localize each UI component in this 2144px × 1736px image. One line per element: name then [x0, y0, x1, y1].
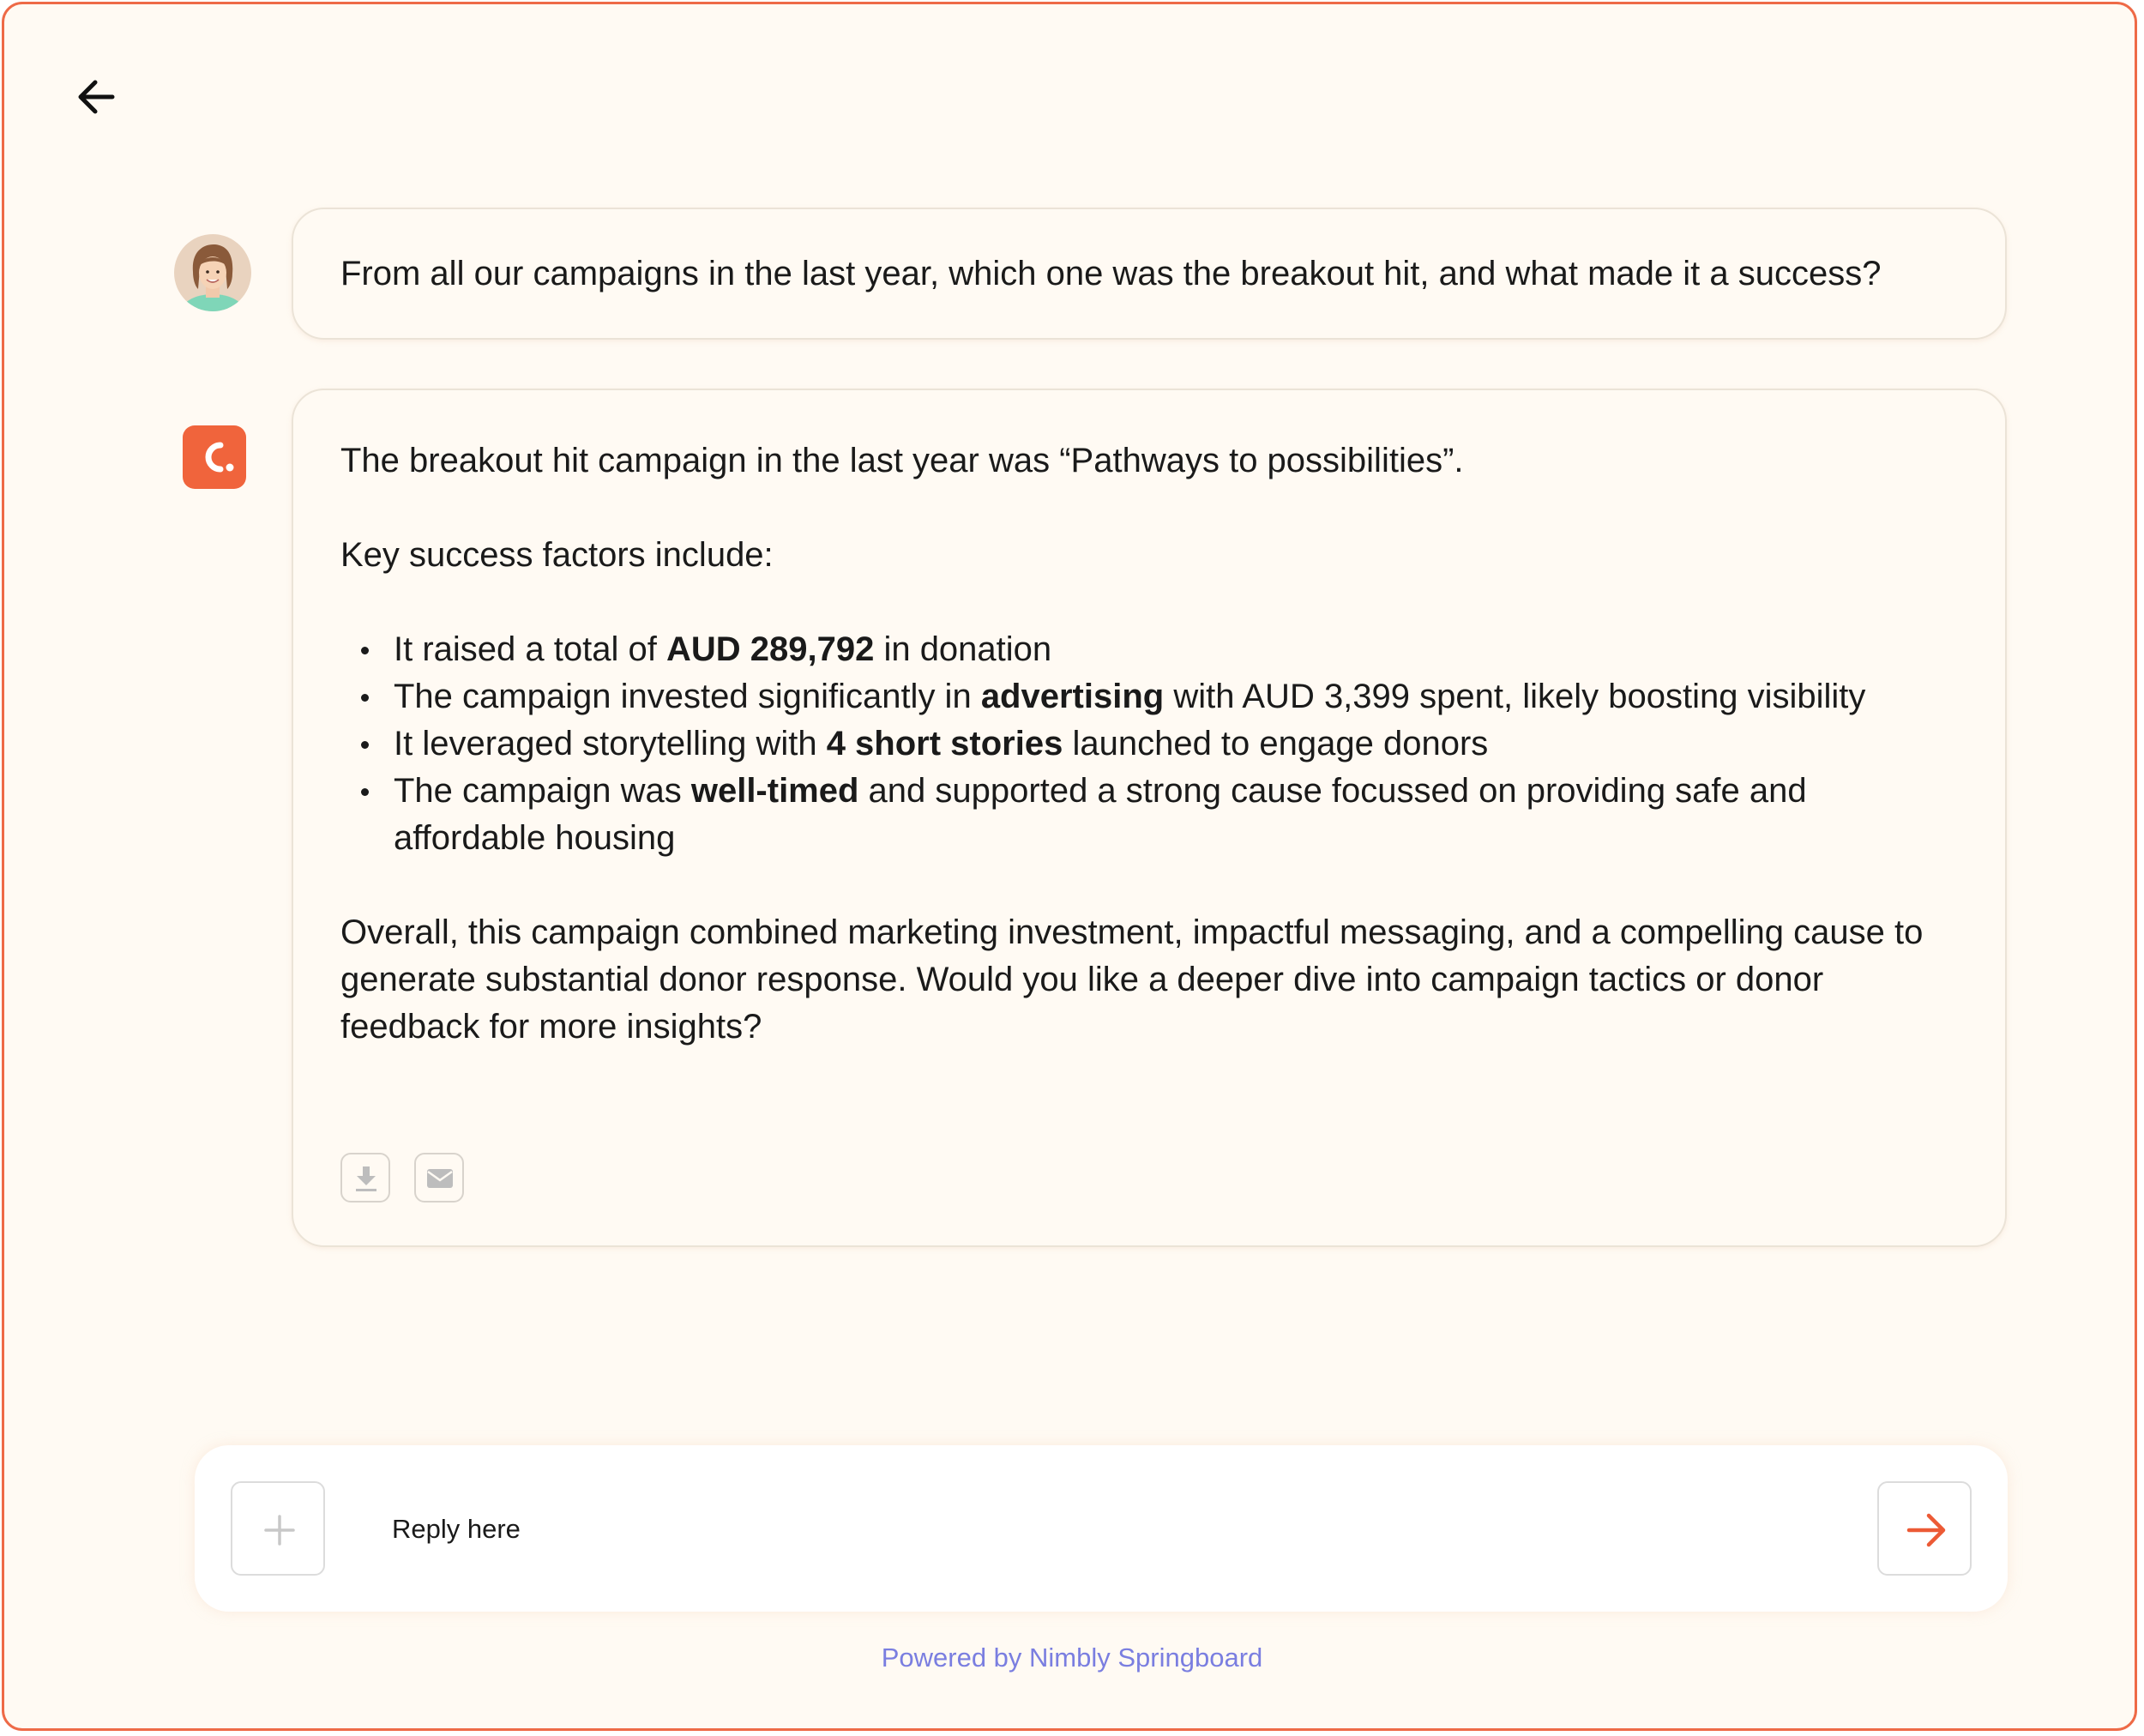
list-item: It leveraged storytelling with 4 short stories launched to engage donors	[394, 720, 1953, 768]
powered-by-link[interactable]: Powered by Nimbly Springboard	[881, 1643, 1263, 1673]
list-item: It raised a total of AUD 289,792 in donation	[394, 626, 1953, 673]
list-item: The campaign was well-timed and supported a strong cause focussed on providing safe and affordable housing	[394, 768, 1953, 862]
user-message-bubble	[292, 208, 2007, 340]
response-conclusion: Overall, this campaign combined marketing investment, impactful messaging, and a compelling cause to generate substantial donor response. Would you like a deeper dive into campaign tactics or donor feedback for more insights?	[340, 913, 1924, 1046]
assistant-message-bubble	[292, 389, 2007, 1247]
user-avatar	[174, 234, 251, 311]
arrow-left-icon	[71, 71, 123, 123]
response-intro: The breakout hit campaign in the last year was “Pathways to possibilities”.	[340, 442, 1464, 479]
email-button[interactable]	[414, 1153, 464, 1203]
app-frame	[2, 2, 2137, 1731]
back-button[interactable]	[71, 71, 123, 123]
assistant-logo	[183, 425, 246, 489]
success-factors-list	[340, 626, 1953, 862]
reply-composer	[195, 1445, 2008, 1612]
list-item: The campaign invested significantly in advertising with AUD 3,399 spent, likely boosting visibility	[394, 673, 1953, 720]
assistant-message-content	[340, 437, 1953, 1051]
assistant-logo-icon	[183, 425, 246, 489]
response-factors-heading: Key success factors include:	[340, 536, 774, 574]
reply-input[interactable]	[390, 1498, 1766, 1560]
download-button[interactable]	[340, 1153, 390, 1203]
send-button[interactable]	[1877, 1481, 1972, 1576]
user-message-text: From all our campaigns in the last year, which one was the breakout hit, and what made it a success?	[340, 255, 1882, 292]
email-icon	[424, 1162, 456, 1195]
download-icon	[350, 1162, 382, 1195]
attach-button[interactable]	[231, 1481, 325, 1576]
arrow-right-icon	[1879, 1483, 1973, 1577]
plus-icon	[232, 1483, 327, 1577]
